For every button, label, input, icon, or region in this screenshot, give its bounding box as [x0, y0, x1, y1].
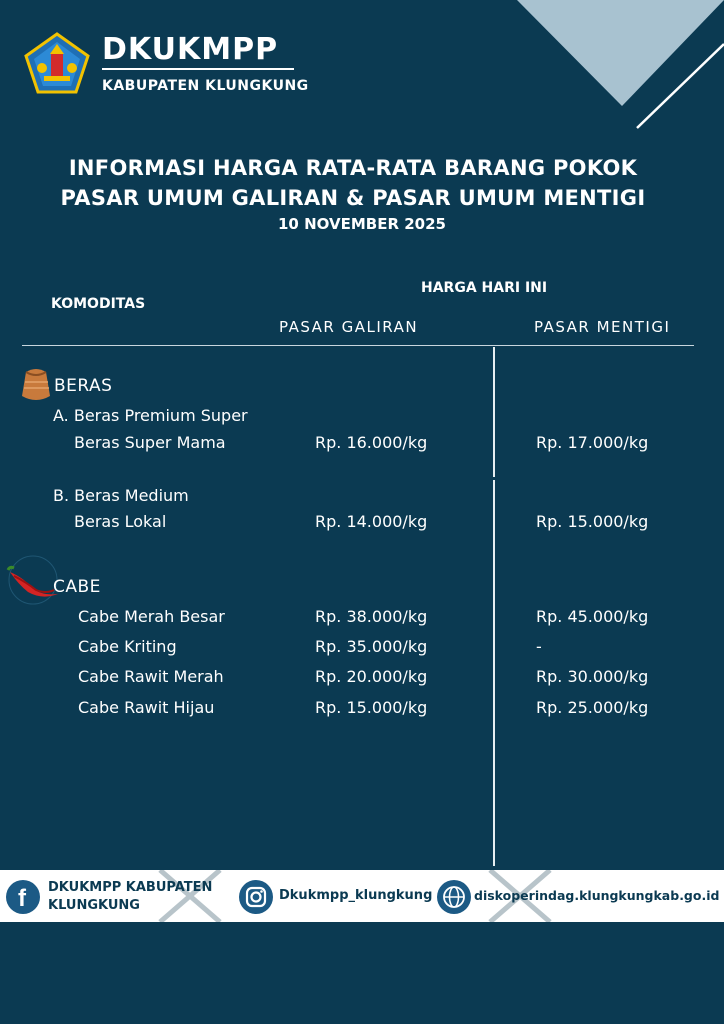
brand-subtitle: KABUPATEN KLUNGKUNG	[102, 78, 309, 94]
commodity-header: KOMODITAS	[51, 296, 146, 312]
price-galiran: Rp. 35.000/kg	[315, 637, 428, 656]
page-title-line1: INFORMASI HARGA RATA-RATA BARANG POKOK	[68, 156, 638, 180]
item-name: Beras Lokal	[74, 512, 167, 531]
item-name: Beras Super Mama	[74, 433, 226, 452]
klungkung-emblem-logo	[24, 32, 90, 94]
item-name: Cabe Rawit Hijau	[78, 698, 215, 717]
svg-text:f: f	[18, 885, 26, 912]
instagram-handle[interactable]: Dkukmpp_klungkung	[279, 888, 433, 903]
price-galiran: Rp. 14.000/kg	[315, 512, 428, 531]
price-galiran: Rp. 38.000/kg	[315, 607, 428, 626]
section-title-beras: BERAS	[54, 376, 113, 396]
market-galiran-header: PASAR GALIRAN	[279, 318, 419, 336]
column-divider-bottom	[493, 480, 495, 866]
facebook-name-line1[interactable]: DKUKMPP KABUPATEN	[48, 880, 213, 895]
price-galiran: Rp. 16.000/kg	[315, 433, 428, 452]
section-title-cabe: CABE	[53, 577, 101, 597]
price-mentigi: -	[536, 637, 542, 656]
header-divider	[22, 345, 694, 346]
brand-divider	[102, 68, 294, 70]
page-date: 10 NOVEMBER 2025	[278, 215, 446, 233]
rice-sack-icon	[20, 366, 52, 402]
item-name: Cabe Merah Besar	[78, 607, 225, 626]
price-mentigi: Rp. 15.000/kg	[536, 512, 649, 531]
group-label-premium: A. Beras Premium Super	[53, 406, 248, 425]
website-url[interactable]: diskoperindag.klungkungkab.go.id	[474, 888, 720, 903]
column-divider-top	[493, 347, 495, 477]
price-mentigi: Rp. 30.000/kg	[536, 667, 649, 686]
facebook-name-line2[interactable]: KLUNGKUNG	[48, 898, 140, 913]
corner-decoration	[0, 0, 724, 140]
instagram-icon[interactable]	[238, 879, 274, 915]
page-title-line2: PASAR UMUM GALIRAN & PASAR UMUM MENTIGI	[60, 186, 646, 210]
globe-icon[interactable]	[436, 879, 472, 915]
price-galiran: Rp. 15.000/kg	[315, 698, 428, 717]
market-mentigi-header: PASAR MENTIGI	[534, 318, 671, 336]
item-name: Cabe Kriting	[78, 637, 177, 656]
price-today-header: HARGA HARI INI	[421, 280, 548, 296]
footer-bar	[0, 870, 724, 922]
item-name: Cabe Rawit Merah	[78, 667, 224, 686]
price-mentigi: Rp. 17.000/kg	[536, 433, 649, 452]
price-mentigi: Rp. 25.000/kg	[536, 698, 649, 717]
price-mentigi: Rp. 45.000/kg	[536, 607, 649, 626]
group-label-medium: B. Beras Medium	[53, 486, 189, 505]
facebook-icon[interactable]	[5, 879, 41, 915]
price-galiran: Rp. 20.000/kg	[315, 667, 428, 686]
brand-name: DKUKMPP	[102, 32, 279, 67]
